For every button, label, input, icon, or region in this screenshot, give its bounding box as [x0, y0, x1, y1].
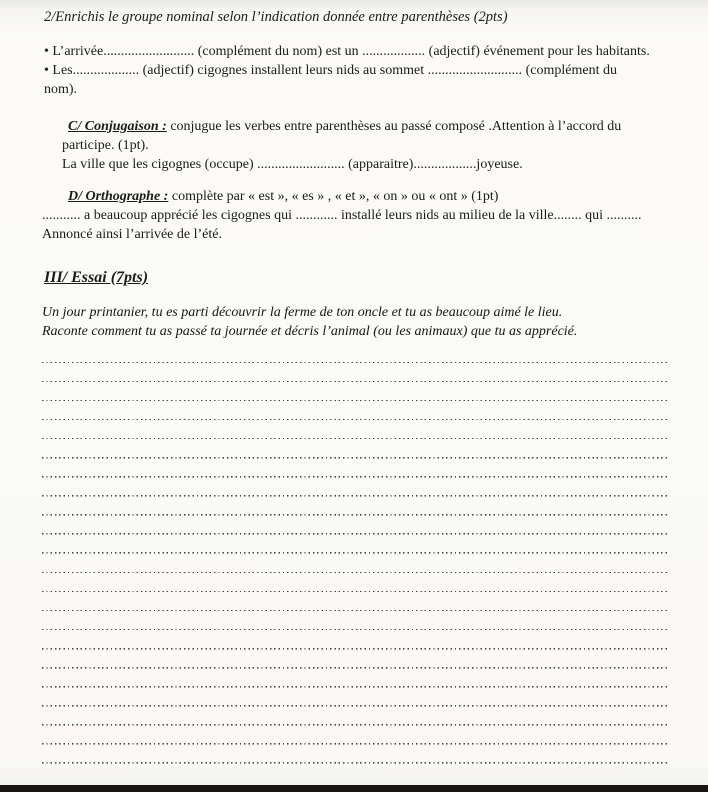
writing-line [42, 669, 668, 688]
writing-line [42, 726, 668, 745]
scan-bottom-edge [0, 785, 708, 792]
sectionD-instruction [62, 187, 650, 206]
writing-line [42, 344, 668, 363]
writing-line [42, 516, 668, 535]
essay-prompt [42, 303, 664, 341]
writing-line [42, 478, 668, 497]
writing-line [42, 611, 668, 630]
sectionC-label: C/ Conjugaison : [68, 119, 167, 134]
writing-line [42, 554, 668, 573]
essay-prompt-line2: Raconte comment tu as passé ta journée et décris l’animal (ou les animaux) que tu as apprécié. [42, 324, 578, 339]
writing-line [42, 439, 668, 458]
writing-line [42, 573, 668, 592]
essay-prompt-line1: Un jour printanier, tu es parti découvrir la ferme de ton oncle et tu as beaucoup aimé le lieu. [42, 305, 563, 320]
list-item: • L’arrivée.......................... (complément du nom) est un .................. (adjectif) événement pour les habitants. [44, 42, 650, 61]
list-item: • Les................... (adjectif) cigognes installent leurs nids au sommet ........................... (complément du nom). [44, 61, 650, 99]
sectionC-intro: conjugue les verbes entre parenthèses au passé composé .Attention à l’accord du participe. (1pt). [62, 119, 622, 153]
writing-line [42, 630, 668, 649]
writing-line [42, 363, 668, 382]
sectionD-intro: complète par « est », « es » , « et », « on » ou « ont » (1pt) [168, 189, 499, 204]
writing-line [42, 745, 668, 764]
essay-lines [42, 344, 668, 764]
writing-line [42, 707, 668, 726]
writing-line [42, 592, 668, 611]
writing-line [42, 459, 668, 478]
writing-line [42, 420, 668, 439]
writing-line [42, 497, 668, 516]
writing-line [42, 382, 668, 401]
essay-heading: III/ Essai (7pts) [44, 269, 149, 286]
writing-line [42, 401, 668, 420]
exercise2-list [44, 42, 650, 99]
exercise2-heading: 2/Enrichis le groupe nominal selon l’indication donnée entre parenthèses (2pts) [44, 9, 508, 25]
sectionC-instruction [62, 117, 650, 155]
sectionD-label: D/ Orthographe : [68, 189, 169, 204]
sectionC-exercise: La ville que les cigognes (occupe) ......................... (apparaitre)..................joyeuse. [62, 157, 523, 172]
sectionD-exercise: ........... a beaucoup apprécié les cigognes qui ............ installé leurs nids au milieu de la ville........ qui .......... Annoncé ainsi l’arrivée de l’été. [42, 208, 642, 242]
writing-line [42, 650, 668, 669]
page-content [44, 8, 670, 764]
writing-line [42, 688, 668, 707]
writing-line [42, 535, 668, 554]
